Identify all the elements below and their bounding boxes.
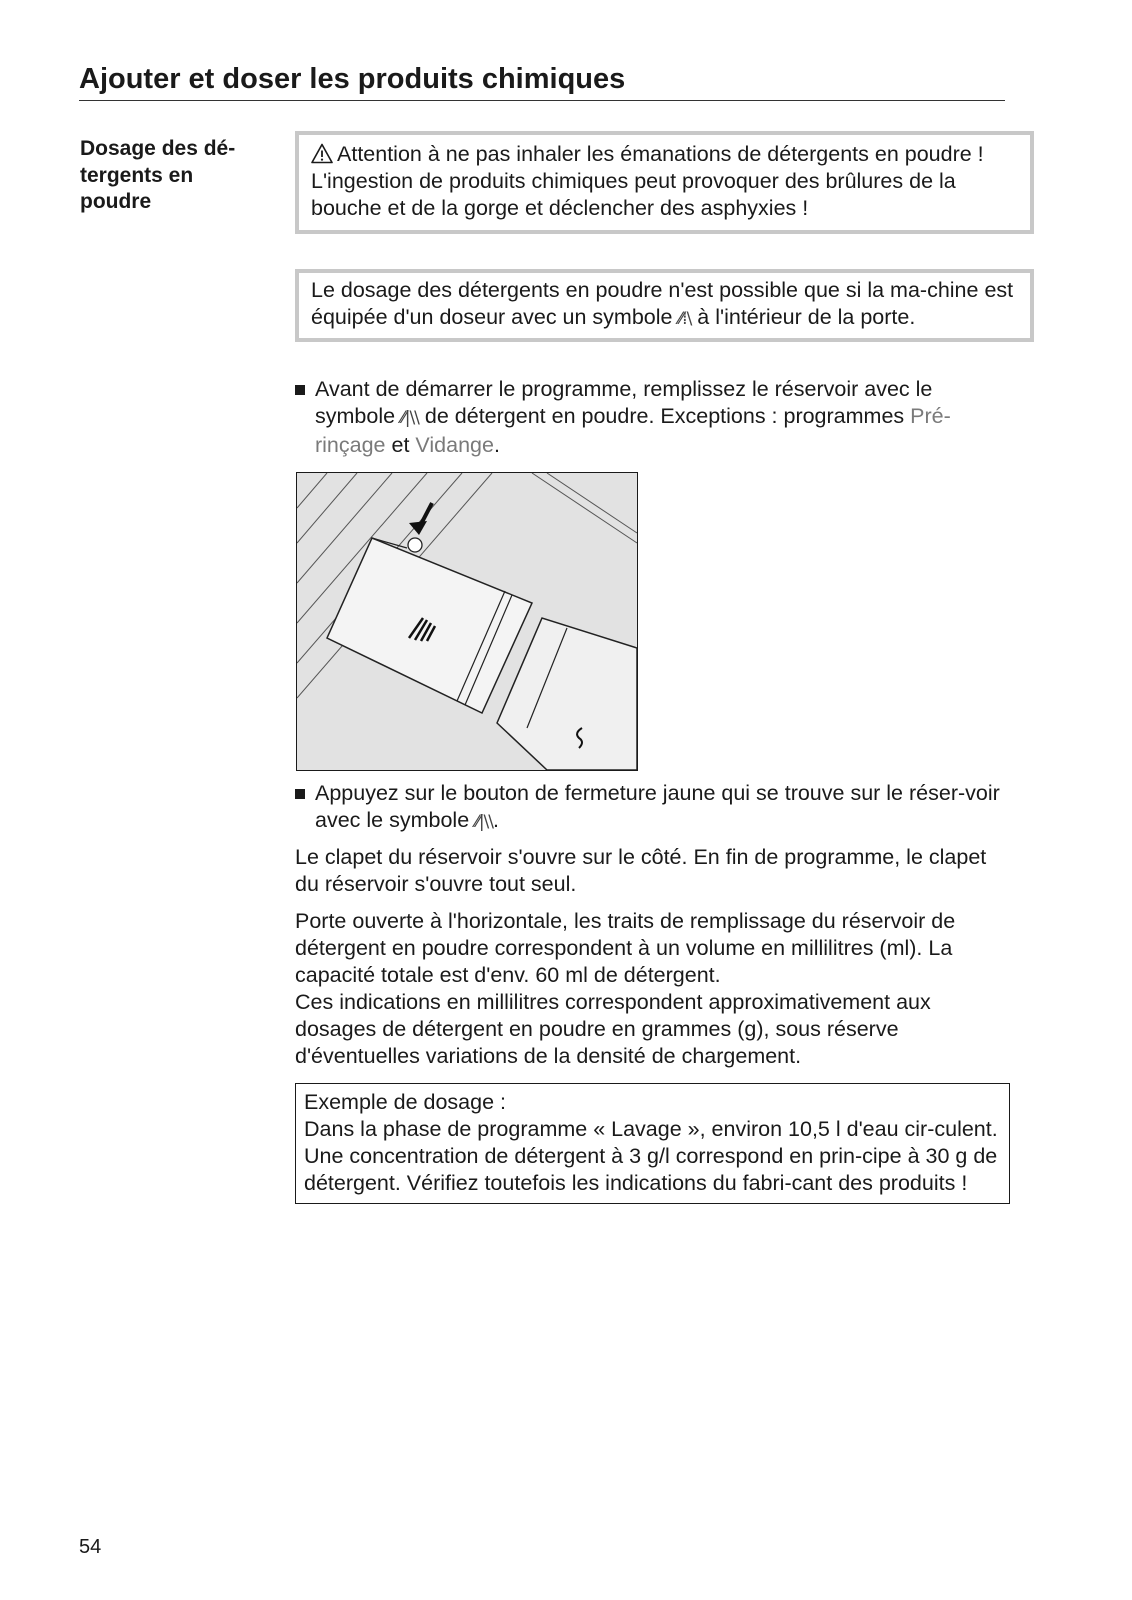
program-name-drain: Vidange: [415, 433, 494, 457]
note-text-before: Le dosage des détergents en poudre n'est possible que si la ma-chine est équipée d'un doseur avec un symbole: [311, 278, 1014, 329]
note-text-after: à l'intérieur de la porte.: [697, 305, 916, 329]
warning-text-2: L'ingestion de produits chimiques peut provoquer des brûlures de la bouche et de la gorge et déclencher des asphyxies !: [311, 169, 956, 220]
warning-line-1: [311, 141, 1018, 168]
salt-dispenser-lid: [497, 618, 637, 770]
example-text: Dans la phase de programme « Lavage », environ 10,5 l d'eau cir-culent. Une concentration de détergent à 3 g/l correspond en prin-cipe à 30 g de détergent. Vérifiez toutefois les indications du fabri-cant des produits !: [304, 1117, 998, 1195]
yellow-button: [408, 538, 422, 552]
warning-triangle-icon: [311, 143, 333, 164]
bullet1-and: et: [391, 433, 410, 457]
bullet-item-press: [295, 780, 1010, 836]
note-box: [295, 269, 1034, 342]
dispenser-drawing: [297, 473, 637, 770]
bullet2-before: Appuyez sur le bouton de fermeture jaune qui se trouve sur le réser-voir avec le symbole: [315, 781, 1000, 832]
warning-box: [295, 131, 1034, 234]
paragraph-flap: Le clapet du réservoir s'ouvre sur le côté. En fin de programme, le clapet du réservoir s'ouvre tout seul.: [295, 845, 987, 896]
bullet2-end: .: [493, 808, 499, 832]
paragraph-volume: [295, 908, 1010, 1070]
bullet1-before: Avant de démarrer le programme, remplissez le réservoir avec le symbole: [315, 377, 933, 428]
arrow-down-icon: [409, 521, 427, 535]
dispenser-illustration: [296, 472, 638, 771]
powder-symbol-icon: ⁄⁄⁞\: [678, 309, 692, 329]
note-text: [311, 277, 1018, 333]
bullet1-end: .: [493, 433, 500, 457]
section-heading: Dosage des dé-tergents en poudre: [80, 137, 236, 213]
example-label: Exemple de dosage :: [304, 1090, 506, 1114]
bullet-square-icon: [295, 789, 305, 799]
bullet-square-icon: [295, 385, 305, 395]
page-title: Ajouter et doser les produits chimiques: [79, 60, 1005, 101]
paragraph-volume-2: Ces indications en millilitres correspondent approximativement aux dosages de détergent en poudre en grammes (g), sous réserve d'éventuelles variations de la densité de chargement.: [295, 990, 931, 1068]
warning-text-1: Attention à ne pas inhaler les émanations de détergents en poudre !: [337, 142, 984, 166]
paragraph-volume-1: Porte ouverte à l'horizontale, les traits de remplissage du réservoir de détergent en poudre correspondent à un volume en millilitres (ml). La capacité totale est d'env. 60 ml de détergent.: [295, 909, 956, 987]
powder-symbol-icon: ⁄⁄|\\: [401, 408, 419, 428]
bullet-item-fill: [295, 376, 1010, 459]
program-name-prerinse: Pré-rinçage: [315, 404, 951, 457]
page-number: 54: [79, 1536, 102, 1558]
example-box: [295, 1083, 1010, 1204]
powder-symbol-icon: ⁄⁄|\\: [475, 812, 494, 832]
bullet1-middle: de détergent en poudre. Exceptions : programmes: [424, 404, 905, 428]
